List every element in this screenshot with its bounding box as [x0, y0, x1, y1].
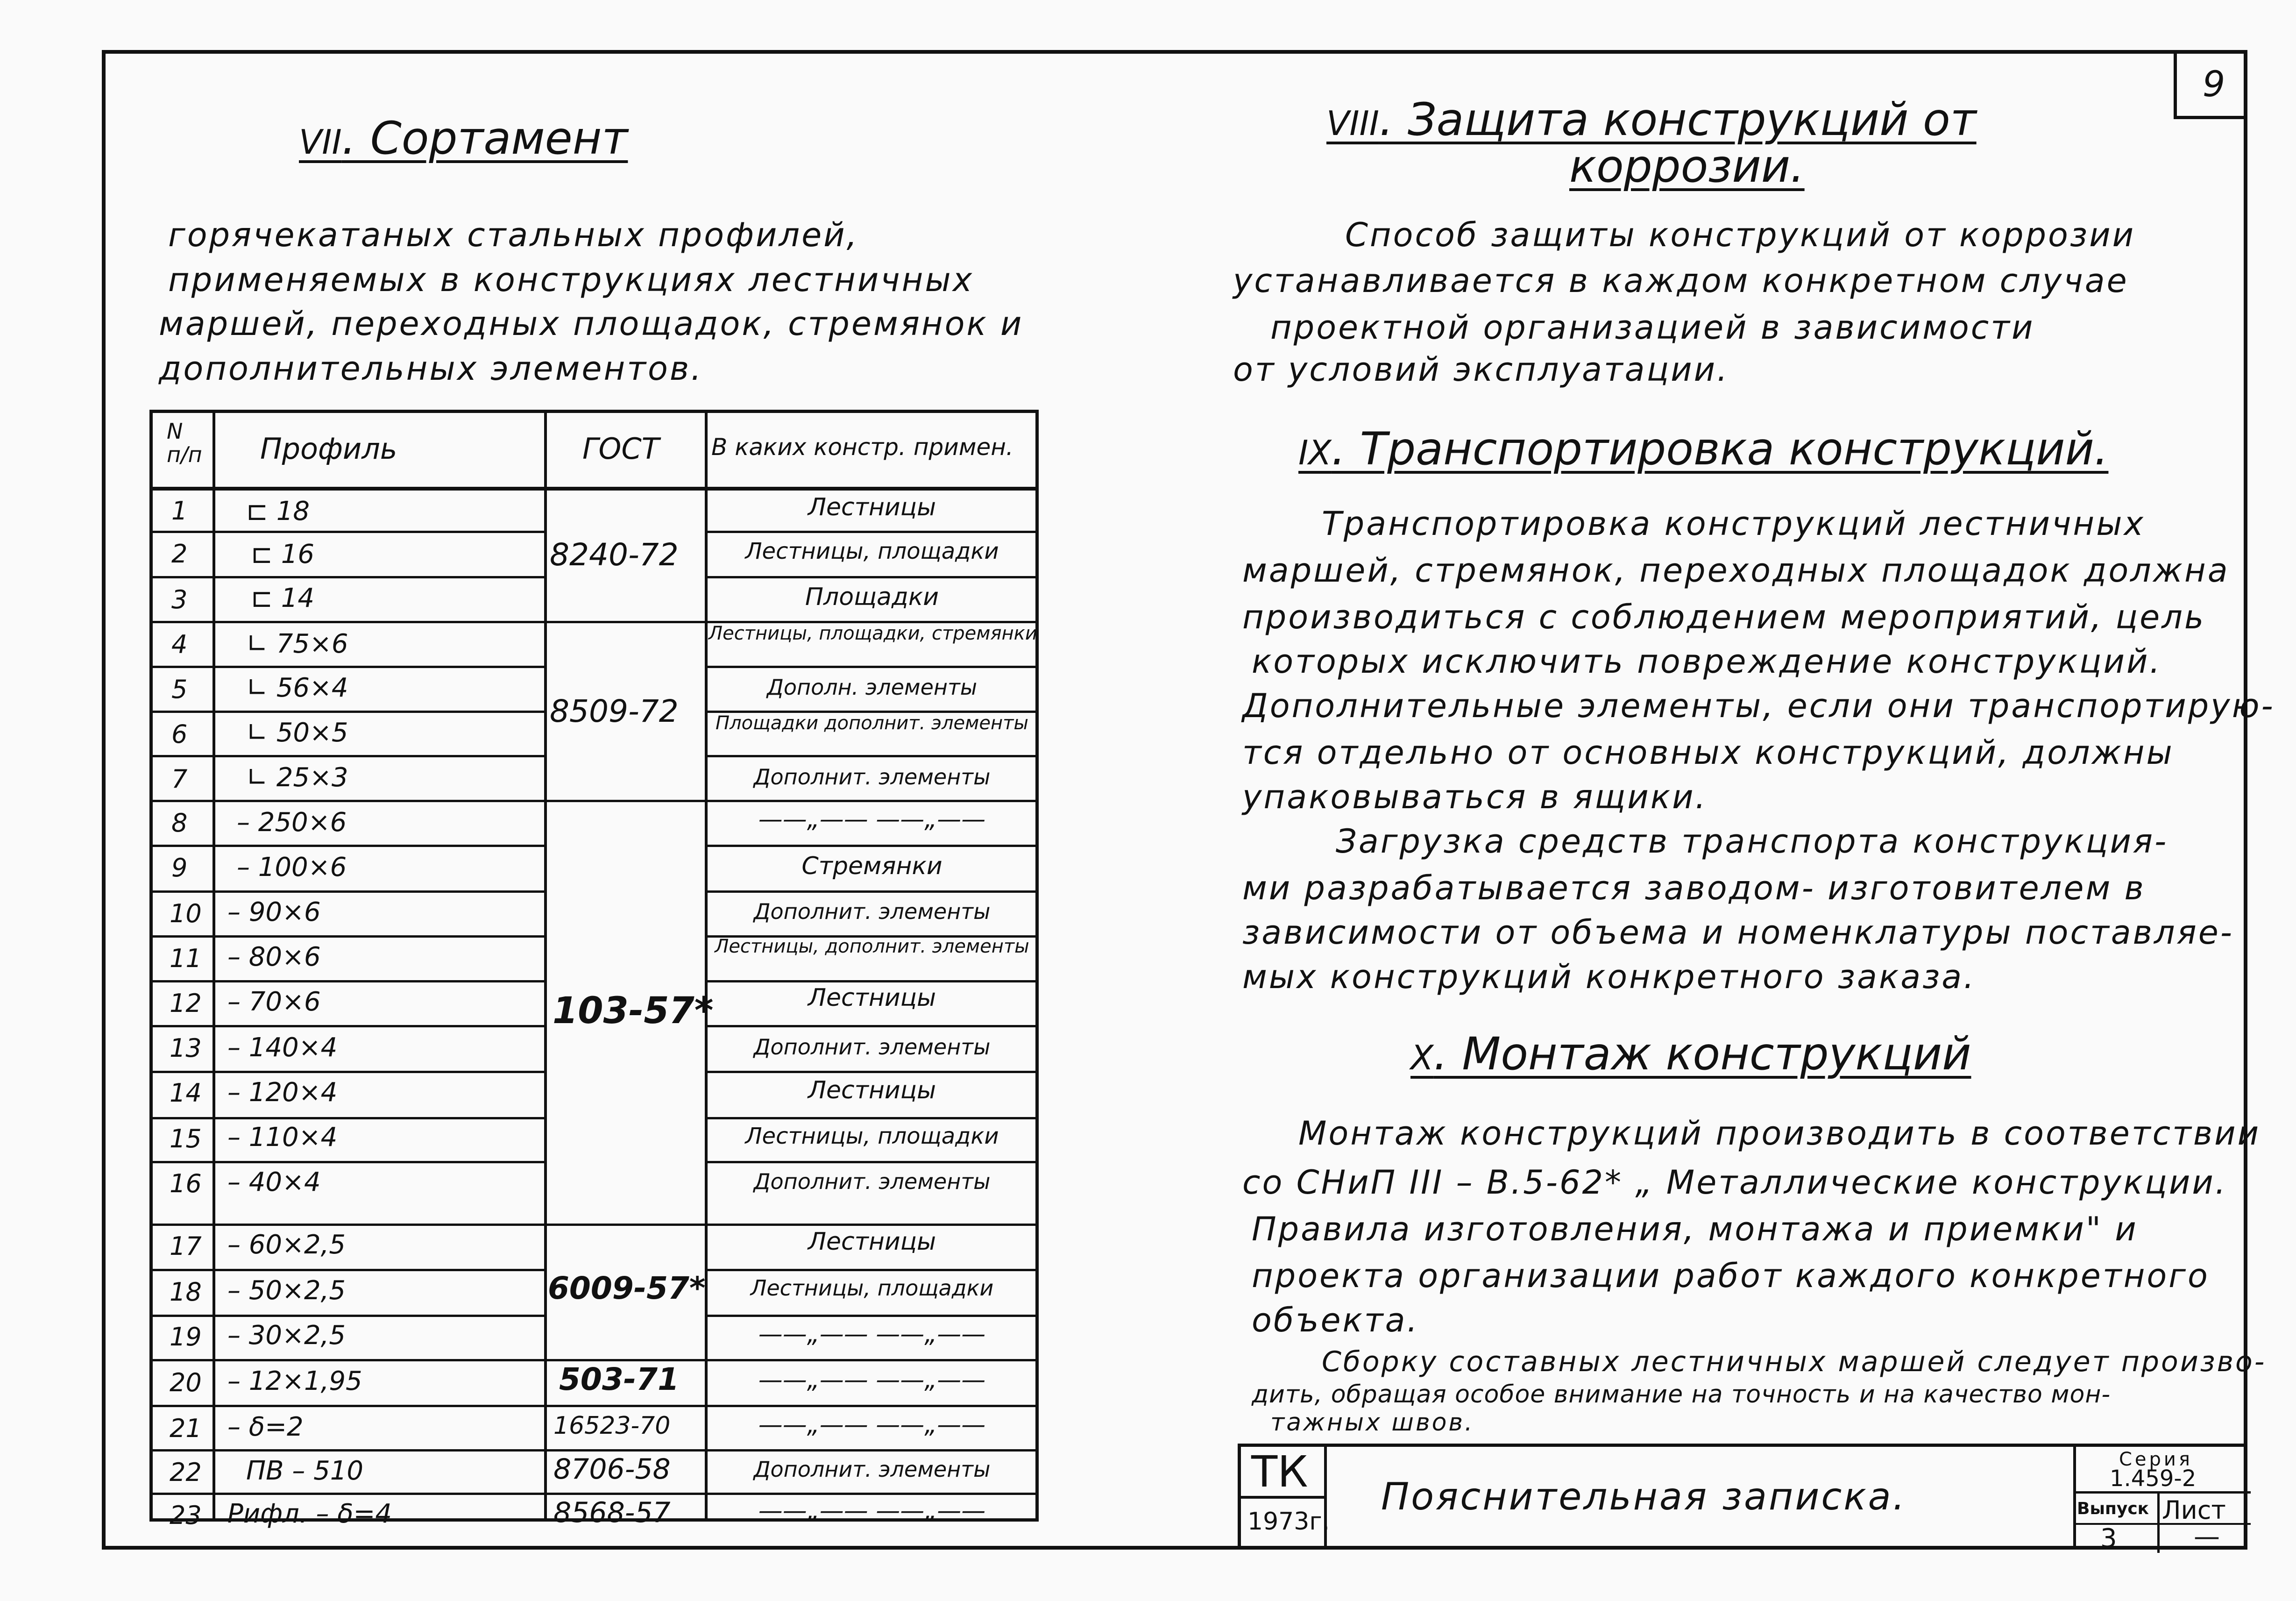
section8-line: устанавливается в каждом конкретном случае: [1233, 262, 2129, 300]
row-application: Лестницы, площадки, стремянки: [709, 623, 1037, 644]
row-application: Площадки: [805, 583, 939, 611]
row-profile: – 12×1,95: [227, 1366, 362, 1396]
document-title: Пояснительная записка.: [1381, 1475, 1907, 1518]
row-application: Дополнит. элементы: [753, 1034, 991, 1060]
section9-title: . Транспортировка конструкций.: [1331, 423, 2109, 475]
row-profile: ∟ 75×6: [246, 629, 348, 659]
row-profile: Рифл. – δ=4: [227, 1499, 392, 1529]
row-number: 10: [170, 899, 202, 928]
row-application: Дополнит. элементы: [753, 1457, 991, 1482]
section7-roman: VII: [299, 122, 342, 162]
section7-line: дополнительных элементов.: [159, 349, 703, 388]
section10-line: объекта.: [1252, 1301, 1419, 1339]
section10-line: тажных швов.: [1270, 1409, 1474, 1437]
sheet-value: —: [2194, 1522, 2220, 1552]
row-profile: – 70×6: [227, 987, 321, 1017]
row-number: 21: [170, 1414, 202, 1443]
row-profile: ПВ – 510: [246, 1456, 364, 1486]
row-profile: – 110×4: [227, 1122, 338, 1153]
row-application: ——„—— ——„——: [758, 1411, 986, 1439]
gost-value: 8568-57: [553, 1496, 671, 1529]
row-application: Дополн. элементы: [766, 675, 978, 700]
section9-line: Транспортировка конструкций лестничных: [1322, 505, 2145, 543]
row-number: 4: [171, 630, 188, 659]
section7-line: применяемых в конструкциях лестничных: [168, 261, 974, 299]
row-number: 11: [170, 944, 202, 973]
row-number: 5: [171, 675, 188, 704]
row-number: 18: [170, 1277, 202, 1307]
header-gost: ГОСТ: [582, 432, 659, 466]
row-profile: – 90×6: [227, 897, 321, 927]
row-profile: – 250×6: [237, 807, 347, 838]
issue-label: Выпуск: [2077, 1499, 2149, 1518]
row-number: 14: [170, 1078, 202, 1108]
row-profile: – 140×4: [227, 1032, 338, 1063]
row-application: Лестницы, площадки: [745, 1123, 999, 1149]
row-application: Лестницы, площадки: [750, 1275, 994, 1301]
gost-value: 16523-70: [553, 1412, 671, 1440]
section10-line: проекта организации работ каждого конкретного: [1252, 1257, 2210, 1295]
header-application: В каких констр. примен.: [711, 434, 1013, 461]
row-number: 8: [171, 808, 188, 838]
row-number: 22: [170, 1458, 202, 1487]
row-application: ——„—— ——„——: [758, 1497, 986, 1525]
section9-line: Дополнительные элементы, если они транспортирую-: [1242, 687, 2275, 725]
row-number: 7: [171, 764, 188, 794]
gost-value: 6009-57*: [548, 1270, 706, 1306]
section8-title-1: . Защита конструкций от: [1379, 93, 1977, 146]
row-number: 15: [170, 1124, 202, 1153]
section9-line: зависимости от объема и номенклатуры поставляе-: [1242, 913, 2234, 952]
row-number: 17: [170, 1231, 202, 1261]
section8-roman: VIII: [1326, 104, 1379, 143]
row-profile: – 30×2,5: [227, 1320, 346, 1351]
row-number: 23: [170, 1501, 202, 1530]
row-profile: ∟ 56×4: [246, 673, 348, 703]
row-application: Лестницы, площадки: [745, 538, 999, 564]
section9-line: мых конструкций конкретного заказа.: [1242, 958, 1976, 996]
section8-line: от условий эксплуатации.: [1233, 350, 1729, 389]
row-profile: – 120×4: [227, 1077, 338, 1108]
gost-value: 8240-72: [550, 537, 679, 573]
row-application: Лестницы: [808, 1076, 936, 1104]
row-application: Лестницы: [808, 984, 936, 1012]
row-number: 19: [170, 1322, 202, 1352]
year: 1973г.: [1247, 1508, 1330, 1536]
row-profile: ⊏ 16: [251, 539, 314, 569]
sheet-number: 9: [2202, 63, 2225, 105]
row-application: Стремянки: [801, 852, 942, 880]
section10-roman: X: [1410, 1038, 1434, 1077]
gost-value: 8509-72: [550, 693, 679, 729]
gost-value: 503-71: [559, 1361, 680, 1397]
column-divider: [544, 413, 547, 1518]
row-number: 9: [171, 853, 188, 882]
section9-line: маршей, стремянок, переходных площадок должна: [1242, 551, 2230, 590]
section9-line: которых исключить повреждение конструкций.: [1252, 642, 2162, 681]
section9-line: упаковываться в ящики.: [1242, 778, 1708, 816]
section9-roman: IX: [1298, 433, 1332, 472]
sortament-table: [149, 410, 1039, 1530]
header-profile: Профиль: [260, 432, 397, 466]
section8-line: проектной организацией в зависимости: [1270, 308, 2035, 347]
section9-line: тся отдельно от основных конструкций, должны: [1242, 733, 2174, 772]
row-number: 16: [170, 1169, 202, 1198]
row-profile: – 100×6: [237, 852, 347, 882]
row-profile: ⊏ 14: [251, 583, 314, 613]
section10-heading: [1410, 1028, 1971, 1080]
row-profile: ∟ 50×5: [246, 718, 348, 748]
title-block: [1238, 1444, 2247, 1554]
row-application: Дополнит. элементы: [753, 1169, 991, 1194]
section9-line: производиться с соблюдением мероприятий, цель: [1242, 598, 2206, 636]
section8-line: Способ защиты конструкций от коррозии: [1345, 216, 2136, 254]
row-profile: ∟ 25×3: [246, 762, 348, 793]
section7-line: маршей, переходных площадок, стремянок и: [159, 305, 1024, 343]
section9-heading: [1298, 423, 2108, 475]
row-number: 6: [171, 719, 188, 749]
row-application: Дополнит. элементы: [753, 899, 991, 924]
row-application: ——„—— ——„——: [758, 805, 986, 833]
section9-line: Загрузка средств транспорта конструкция-: [1336, 822, 2168, 861]
gost-value: 103-57*: [553, 990, 714, 1032]
section10-line: Монтаж конструкций производить в соответствии: [1298, 1114, 2261, 1153]
row-application: Лестницы: [808, 493, 936, 521]
row-profile: – δ=2: [227, 1412, 304, 1442]
section7-line: горячекатаных стальных профилей,: [168, 216, 859, 254]
row-number: 13: [170, 1033, 202, 1063]
row-number: 20: [170, 1368, 202, 1397]
section7-title: . Сортамент: [341, 112, 628, 164]
section10-title: . Монтаж конструкций: [1433, 1028, 1971, 1080]
sheet-label: Лист: [2162, 1495, 2226, 1525]
section7-heading: [299, 112, 628, 164]
row-profile: ⊏ 18: [246, 496, 310, 527]
section10-line: Сборку составных лестничных маршей следует произво-: [1322, 1345, 2267, 1378]
row-profile: – 80×6: [227, 942, 321, 972]
section10-line: дить, обращая особое внимание на точность и на качество мон-: [1252, 1380, 2111, 1409]
org-code: ТК: [1251, 1447, 1308, 1497]
series-value: 1.459-2: [2110, 1466, 2197, 1492]
section10-line: со СНиП III – В.5-62* „ Металлические конструкции.: [1242, 1163, 2228, 1202]
section8-heading: [1326, 93, 1977, 146]
issue-value: 3: [2100, 1523, 2117, 1554]
gost-value: 8706-58: [553, 1453, 671, 1486]
row-application: Площадки дополнит. элементы: [716, 712, 1028, 734]
section8-title-2: коррозии.: [1569, 140, 1805, 192]
series-label: Серия: [2119, 1449, 2193, 1470]
row-number: 12: [170, 989, 202, 1018]
row-application: Дополнит. элементы: [753, 764, 991, 790]
row-profile: – 40×4: [227, 1167, 321, 1197]
row-profile: – 50×2,5: [227, 1275, 346, 1306]
row-application: Лестницы, дополнит. элементы: [715, 936, 1029, 957]
row-application: ——„—— ——„——: [758, 1366, 986, 1394]
section10-line: Правила изготовления, монтажа и приемки" и: [1252, 1210, 2138, 1248]
row-number: 2: [171, 539, 188, 569]
row-number: 3: [171, 585, 188, 614]
row-number: 1: [171, 496, 188, 526]
section9-line: ми разрабатывается заводом- изготовителем в: [1242, 869, 2146, 907]
row-profile: – 60×2,5: [227, 1230, 346, 1260]
row-application: ——„—— ——„——: [758, 1320, 986, 1348]
header-num: N п/п: [167, 419, 202, 467]
row-application: Лестницы: [808, 1228, 936, 1256]
